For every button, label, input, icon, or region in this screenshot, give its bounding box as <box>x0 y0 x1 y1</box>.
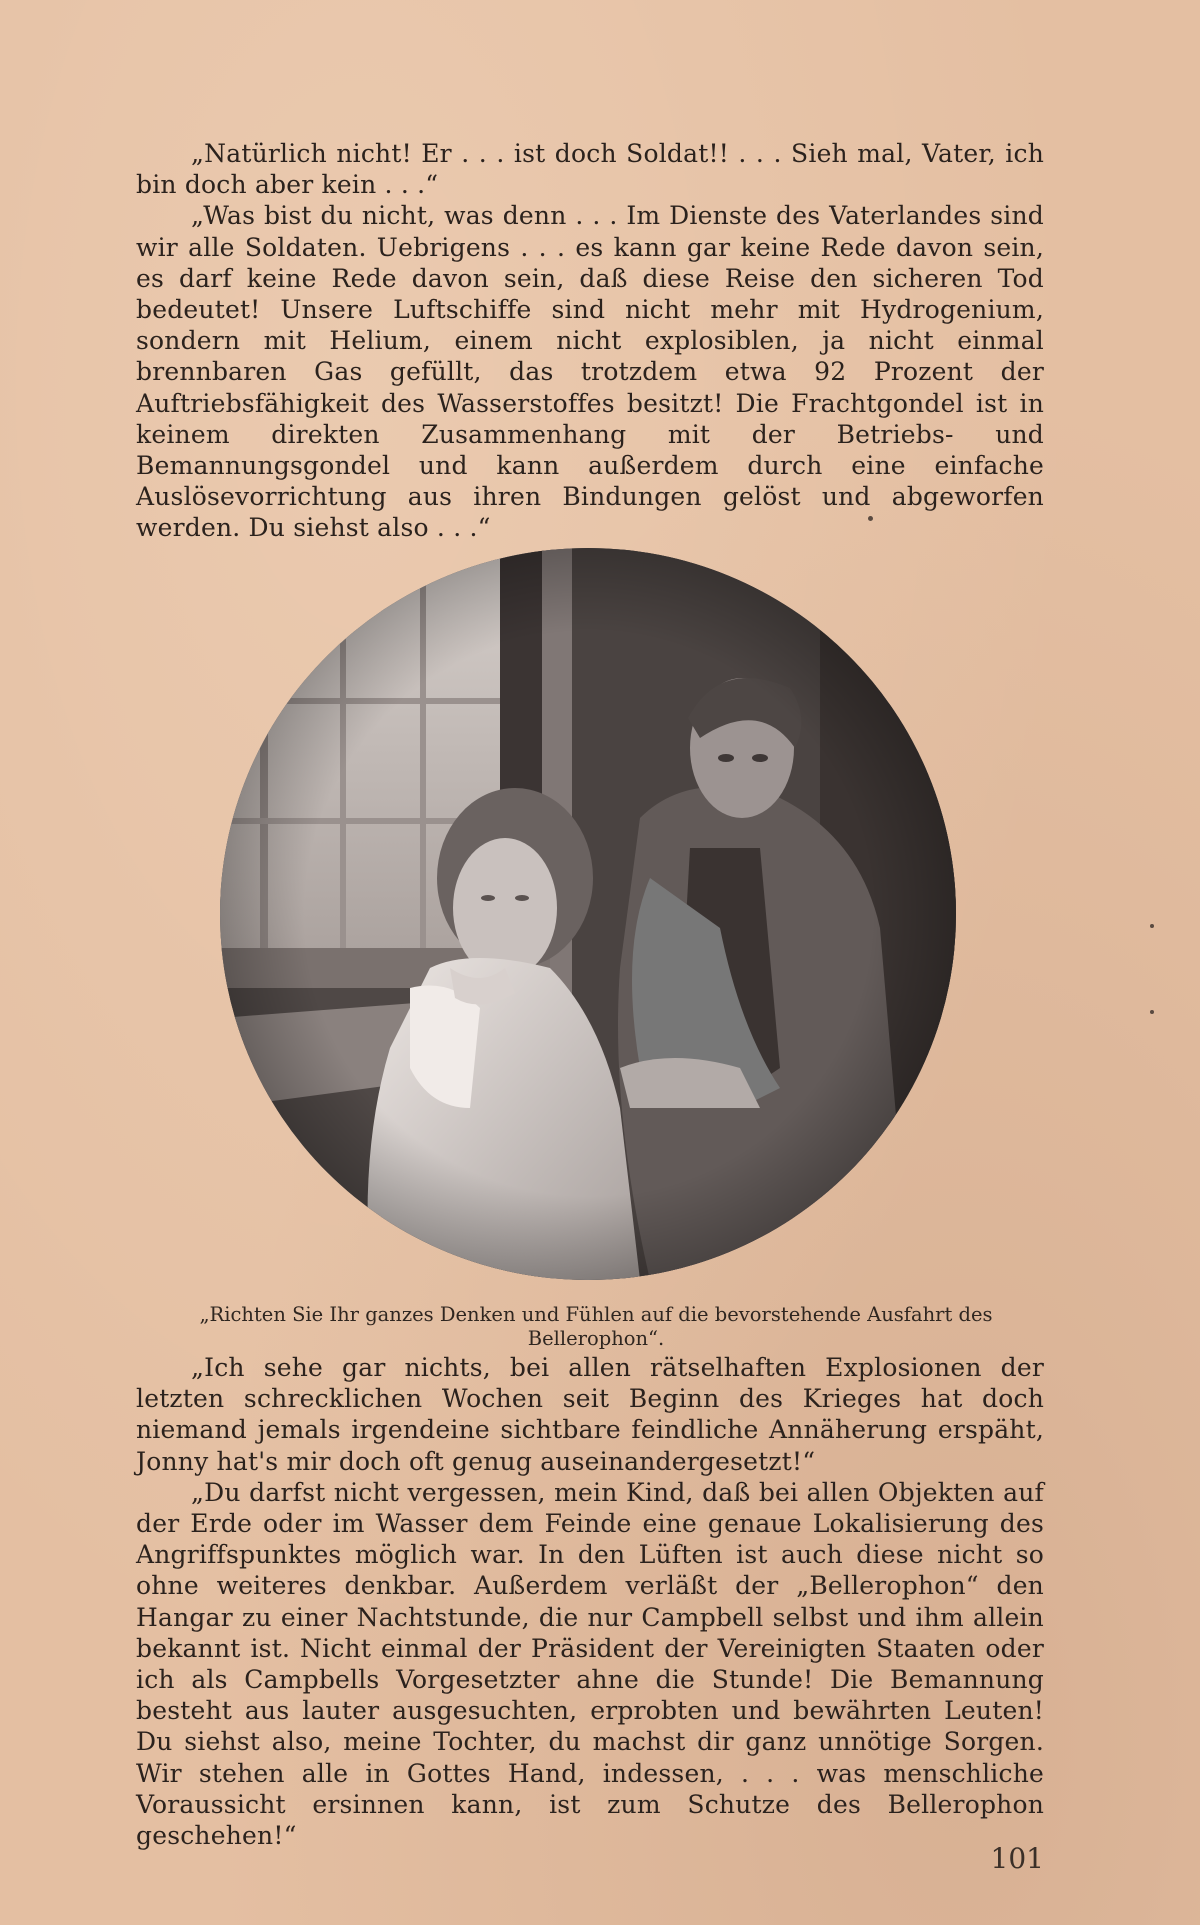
illustration-caption: „Richten Sie Ihr ganzes Denken und Fühlen auf die bevorstehende Ausfahrt des Bellerophon“. <box>199 1303 993 1350</box>
page-number: 101 <box>990 1842 1044 1875</box>
paragraph: „Natürlich nicht! Er . . . ist doch Soldat!! . . . Sieh mal, Vater, ich bin doch aber kein . . .“ <box>136 139 1044 200</box>
circular-illustration <box>220 548 956 1280</box>
text-block-bottom <box>136 1352 1044 1851</box>
paragraph: „Du darfst nicht vergessen, mein Kind, daß bei allen Objekten auf der Erde oder im Wasser dem Feinde eine genaue Lokalisierung des Angriffspunktes möglich war. In den Lüften ist auch diese nicht so ohne weiteres denkbar. Außerdem verläßt der „Bellerophon“ den Hangar zu einer Nachtstunde, die nur Campbell selbst und ihm allein bekannt ist. Nicht einmal der Präsident der Vereinigten Staaten oder ich als Campbells Vorgesetzter ahne die Stunde! Die Bemannung besteht aus lauter ausgesuchten, erprobten und bewährten Leuten! Du siehst also, meine Tochter, du machst dir ganz unnötige Sorgen. Wir stehen alle in Gottes Hand, indessen, . . . was menschliche Voraussicht ersinnen kann, ist zum Schutze des Bellerophon geschehen!“ <box>136 1477 1044 1851</box>
paragraph: „Ich sehe gar nichts, bei allen rätselhaften Explosionen der letzten schrecklichen Wochen seit Beginn des Krieges hat doch niemand jemals irgendeine sichtbare feindliche Annäherung erspäht, Jonny hat's mir doch oft genug auseinandergesetzt!“ <box>136 1353 1044 1476</box>
print-speck <box>868 516 873 521</box>
paragraph: „Was bist du nicht, was denn . . . Im Dienste des Vaterlandes sind wir alle Soldaten. Uebrigens . . . es kann gar keine Rede davon sein, es darf keine Rede davon sein, daß diese Reise den sicheren Tod bedeutet! Unsere Luftschiffe sind nicht mehr mit Hydrogenium, sondern mit Helium, einem nicht explosiblen, ja nicht einmal brennbaren Gas gefüllt, das trotzdem etwa 92 Prozent der Auftriebsfähigkeit des Wasserstoffes besitzt! Die Frachtgondel ist in keinem direkten Zusammenhang mit der Betriebs- und Bemannungsgondel und kann außerdem durch eine einfache Auslösevorrichtung aus ihren Bindungen gelöst und abgeworfen werden. Du siehst also . . .“ <box>136 201 1044 543</box>
illustration-drawing <box>220 548 956 1280</box>
text-block-top <box>136 138 1044 544</box>
print-speck <box>1150 1010 1154 1014</box>
print-speck <box>1150 924 1154 928</box>
